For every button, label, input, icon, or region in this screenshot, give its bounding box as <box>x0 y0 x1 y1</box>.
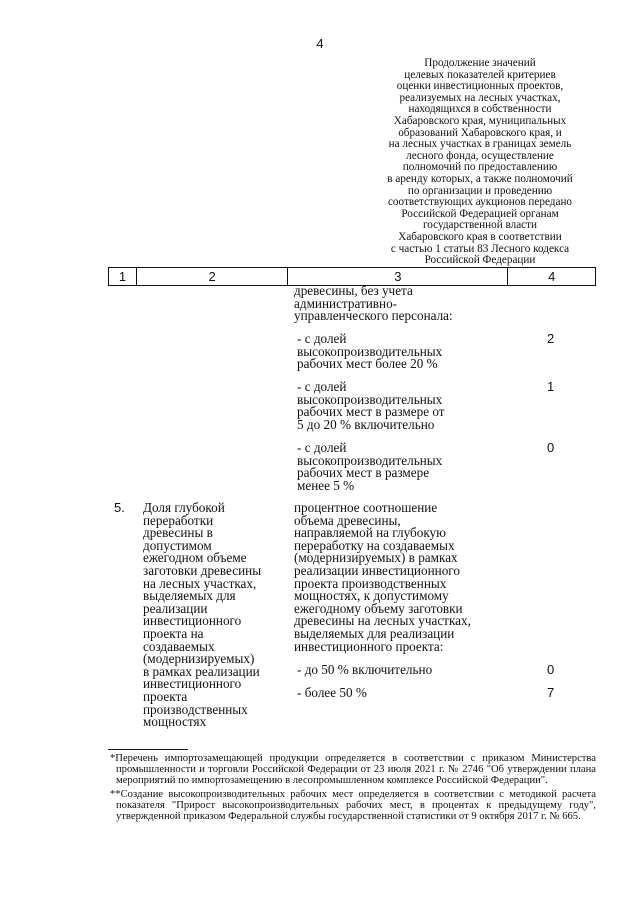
row-5-description-line: проекта производственных <box>294 575 447 591</box>
row-5-name-line: мощностях <box>143 714 207 730</box>
heading-line: реализуемых на лесных участках, <box>399 91 561 104</box>
heading-line: на лесных участках в границах земель <box>388 138 572 151</box>
row-5-description-line: объема древесины, <box>294 512 401 528</box>
option-b2-score: 7 <box>547 685 555 700</box>
option-b1-score: 0 <box>547 662 555 677</box>
row-5-name-line: инвестиционного <box>143 613 242 629</box>
row-5-description-line: ежегодному объему заготовки <box>294 600 463 616</box>
header-col-2: 2 <box>137 268 288 285</box>
row-5-name-line: проекта на <box>143 625 204 641</box>
option-line: высокопроизводительных <box>297 391 443 407</box>
row-5-name-line: (модернизируемых) <box>143 651 255 667</box>
row-5-description <box>294 502 519 653</box>
heading-line: оценки инвестиционных проектов, <box>396 80 564 93</box>
option-a1-text <box>297 333 515 371</box>
continuation-line: административно- <box>294 295 398 311</box>
option-line: высокопроизводительных <box>297 452 443 468</box>
heading-line: полномочий по предоставлению <box>402 161 558 174</box>
row-5-name <box>143 502 291 729</box>
heading-line: Российской Федерации <box>424 254 536 267</box>
row-5-name-line: реализации <box>143 600 208 616</box>
heading-line: образований Хабаровского края, и <box>398 126 562 139</box>
header-col-4: 4 <box>548 269 556 284</box>
row-5-description-line: переработку на создаваемых <box>294 537 455 553</box>
heading-line: по организации и проведению <box>407 184 553 197</box>
row-5-name-line: в рамках реализации <box>143 663 260 679</box>
heading-line: лесного фонда, осуществление <box>406 149 554 162</box>
footnotes <box>108 753 596 824</box>
page-number: 4 <box>316 36 324 51</box>
option-line: - с долей <box>297 440 347 455</box>
continuation-line: управленческого персонала: <box>294 308 453 324</box>
row-5-description-line: реализации инвестиционного <box>294 562 460 578</box>
option-line: менее 5 % <box>297 477 355 493</box>
option-line: рабочих мест более 20 % <box>297 356 438 372</box>
heading-line: государственной власти <box>422 219 538 232</box>
option-b1-text: - до 50 % включительно <box>297 662 433 677</box>
heading-line: с частью 1 статьи 83 Лесного кодекса <box>390 242 570 255</box>
row-5-name-line: проекта <box>143 688 188 704</box>
heading-line: целевых показателей критериев <box>404 68 556 81</box>
heading-line: Хабаровского края в соответствии <box>398 230 562 243</box>
continuation-text <box>294 285 514 323</box>
option-line: 5 до 20 % включительно <box>297 416 435 432</box>
header-col-3: 3 <box>288 268 508 285</box>
option-line: - с долей <box>297 331 347 346</box>
row-5-name-line: переработки <box>143 512 214 528</box>
option-a2-text <box>297 381 515 431</box>
option-line: рабочих мест в размере от <box>297 404 445 420</box>
option-a2-score: 1 <box>547 379 555 394</box>
option-a3-score: 0 <box>547 440 555 455</box>
option-b2-text: - более 50 % <box>297 685 367 700</box>
option-line: высокопроизводительных <box>297 343 443 359</box>
option-line: - с долей <box>297 379 347 394</box>
heading-line: Хабаровского края, муниципальных <box>393 114 567 127</box>
option-a3-text <box>297 442 515 492</box>
row-5-name-line: создаваемых <box>143 638 215 654</box>
row-5-name-line: древесины в <box>143 525 213 541</box>
footnote-divider <box>108 749 188 750</box>
row-5-number: 5. <box>114 500 125 515</box>
row-5-name-line: допустимом <box>143 537 212 553</box>
row-5-name-line: инвестиционного <box>143 676 242 692</box>
continuation-line: древесины, без учета <box>294 283 413 298</box>
row-5-name-line: на лесных участках, <box>143 575 257 591</box>
row-5-name-line: Доля глубокой <box>143 500 225 515</box>
document-heading <box>362 58 598 267</box>
footnote-2: **Создание высокопроизводительных рабочих мест определяется в соответствии с методикой расчета показателя "Прирост высокопроизводительных рабочих мест, в процентах к предыдущему году", утвержденной приказом Федеральной службы государственной статистики от 9 октября 2017 г. № 665. <box>110 788 596 823</box>
row-5-description-line: мощностях, к допустимому <box>294 588 449 604</box>
row-5-name-line: заготовки древесины <box>143 562 262 578</box>
row-5-description-line: направляемой на глубокую <box>294 525 447 541</box>
row-5-description-line: инвестиционного проекта: <box>294 638 444 654</box>
row-5-description-line: процентное соотношение <box>294 500 438 515</box>
row-5-description-line: (модернизируемых) в рамках <box>294 550 458 566</box>
footnote-1: *Перечень импортозамещающей продукции определяется в соответствии с приказом Министерства промышленности и торговли Российской Федерации от 23 июля 2021 г. № 2746 "Об утверждении плана мероприятий по импортозамещению в лесопромышленном комплексе Российской Федерации". <box>110 753 596 787</box>
heading-line: находящихся в собственности <box>408 103 552 116</box>
row-5-name-line: производственных <box>143 701 248 717</box>
heading-line: соответствующих аукционов передано <box>387 196 573 209</box>
header-col-1: 1 <box>109 268 137 285</box>
row-5-description-line: выделяемых для реализации <box>294 625 455 641</box>
heading-line: Продолжение значений <box>424 57 536 69</box>
heading-line: Российской Федерацией органам <box>401 207 559 220</box>
option-a1-score: 2 <box>547 331 555 346</box>
row-5-name-line: ежегодном объеме <box>143 550 247 566</box>
row-5-description-line: древесины на лесных участках, <box>294 613 471 629</box>
row-5-name-line: выделяемых для <box>143 588 236 604</box>
option-line: рабочих мест в размере <box>297 465 430 481</box>
heading-line: в аренду которых, а также полномочий <box>387 172 573 185</box>
